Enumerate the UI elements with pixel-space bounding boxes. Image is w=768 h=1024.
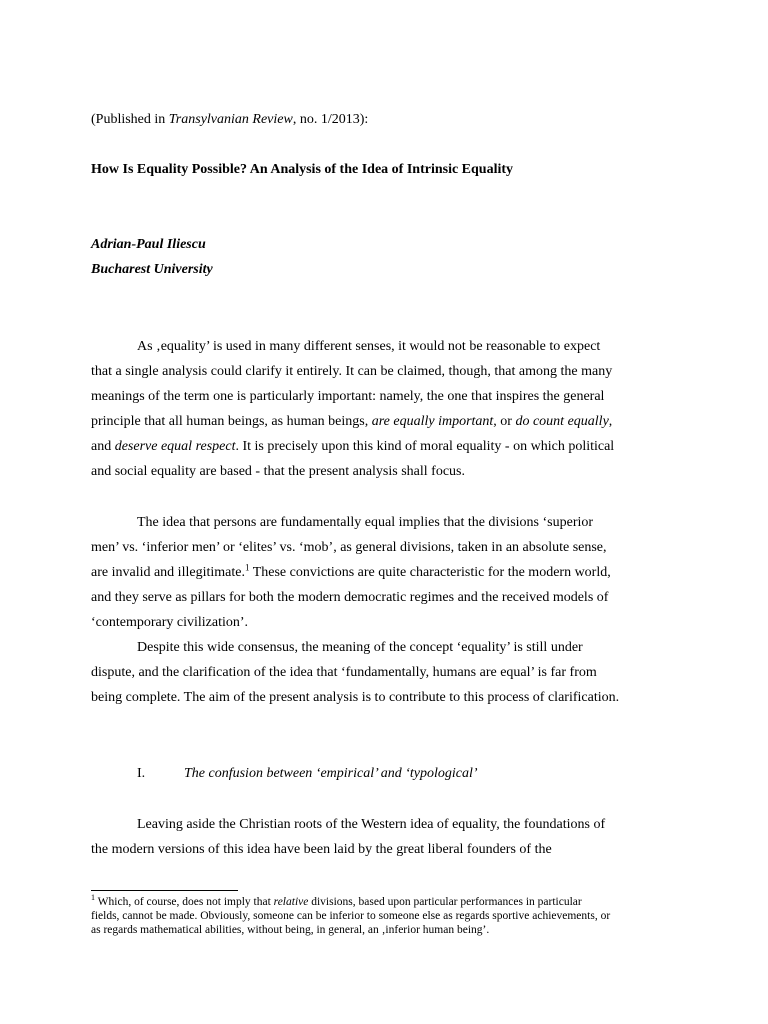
p3-line: being complete. The aim of the present analysis is to contribute to this process of clarification. [91,690,620,705]
p1-emphasis: do count equally [515,414,609,429]
p4-line: the modern versions of this idea have been laid by the great liberal founders of the [91,842,552,857]
section-title: The confusion between ‘empirical’ and ‘typological’ [184,766,478,781]
author-affiliation: Bucharest University [91,262,213,277]
p1-line: and social equality are based - that the present analysis shall focus. [91,464,465,479]
section-number: I. [137,766,146,781]
pub-journal: Transylvanian Review [168,112,293,127]
p1-line [91,414,612,430]
p1-text: , or [493,414,516,429]
p1-emphasis: are equally important [371,414,494,429]
footnote-line: fields, cannot be made. Obviously, someone can be inferior to someone else as regards sportive achievements, or [91,910,611,922]
p1-emphasis: deserve equal respect [114,439,236,454]
footnote-emphasis: relative [273,896,309,908]
author-name: Adrian-Paul Iliescu [91,237,206,252]
p2-text: are invalid and illegitimate. [91,565,245,580]
p2-line: The idea that persons are fundamentally equal implies that the divisions ‘superior [137,515,594,530]
footnote-line [91,895,582,909]
p1-line: that a single analysis could clarify it entirely. It can be claimed, though, that among the many [91,364,613,379]
footnote-mark: 1 [91,893,95,903]
p1-text: . It is precisely upon this kind of moral equality - on which political [235,439,615,454]
footnote-text: Which, of course, does not imply that [95,896,274,908]
p1-line: meanings of the term one is particularly important: namely, the one that inspires the general [91,389,605,404]
p3-line: dispute, and the clarification of the idea that ‘fundamentally, humans are equal’ is far from [91,665,597,680]
p2-text: These convictions are quite characteristic for the modern world, [249,565,611,580]
p1-text: , [608,414,613,429]
p1-text: and [91,439,115,454]
p2-line [91,562,611,581]
p1-line: As ‚equality’ is used in many different senses, it would not be reasonable to expect [137,339,601,354]
p4-line: Leaving aside the Christian roots of the Western idea of equality, the foundations of [137,817,606,832]
footnote-separator [91,890,238,891]
footnote-ref[interactable]: 1 [244,562,250,573]
p3-line: Despite this wide consensus, the meaning of the concept ‘equality’ is still under [137,640,583,655]
footnote-text: divisions, based upon particular performances in particular [308,896,582,908]
p2-line: ‘contemporary civilization’. [91,615,249,630]
document-title: How Is Equality Possible? An Analysis of the Idea of Intrinsic Equality [91,162,514,177]
p2-line: men’ vs. ‘inferior men’ or ‘elites’ vs. ‘mob’, as general divisions, taken in an absolute sense, [91,540,607,555]
pub-suffix: , no. 1/2013): [292,112,369,127]
p1-line [91,439,614,455]
p2-line: and they serve as pillars for both the modern democratic regimes and the received models of [91,590,609,605]
footnote-line: as regards mathematical abilities, without being, in general, an ‚inferior human being’. [91,924,490,936]
pub-prefix: (Published in [91,112,169,127]
publication-note [91,112,368,128]
p1-text: principle that all human beings, as human beings, [91,414,372,429]
